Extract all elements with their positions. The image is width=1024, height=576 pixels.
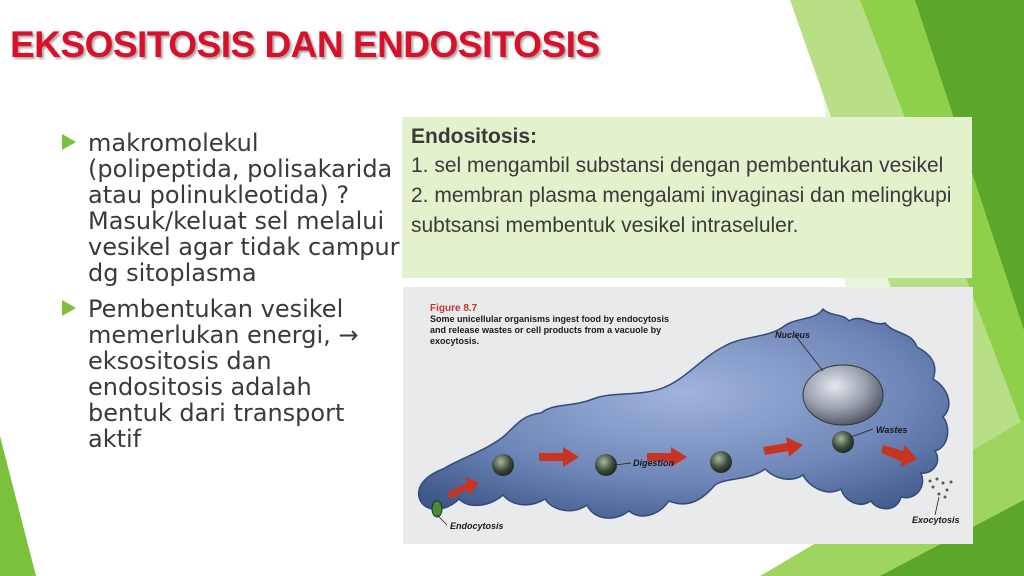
label-nucleus: Nucleus <box>775 330 811 340</box>
bullet-item <box>60 130 400 286</box>
label-digestion: Digestion <box>633 458 675 468</box>
bullet-arrow-icon <box>62 300 76 316</box>
label-endocytosis: Endocytosis <box>450 521 504 531</box>
callout-body: 1. sel mengambil substansi dengan pembentukan vesikel 2. membran plasma mengalami invaginasi dan melingkupi subtsansi membentuk vesikel intraseluler. <box>411 154 952 237</box>
slide-title: EKSOSITOSIS DAN ENDOSITOSIS <box>10 24 600 65</box>
figure-number: Figure 8.7 <box>430 303 478 314</box>
bullet-item <box>60 296 400 452</box>
label-exocytosis: Exocytosis <box>912 515 960 525</box>
bullet-list <box>60 130 400 462</box>
definition-callout <box>402 117 972 278</box>
figure-caption-text: Some unicellular organisms ingest food by endocytosis and release wastes or cell products from a vacuole by exocytosis. <box>430 314 670 346</box>
vacuole-4 <box>832 431 854 453</box>
bullet-arrow-icon <box>62 134 76 150</box>
bullet-text: makromolekul (polipeptida, polisakarida atau polinukleotida) ? Masuk/keluat sel melalui vesikel agar tidak campur dg sitoplasma <box>88 129 400 287</box>
vacuole-3 <box>710 451 732 473</box>
figure-caption <box>430 303 670 347</box>
food-particle <box>432 501 442 517</box>
label-wastes: Wastes <box>876 425 908 435</box>
bullet-text: Pembentukan vesikel memerlukan energi, → eksositosis dan endositosis adalah bentuk dari transport aktif <box>88 295 359 453</box>
callout-heading: Endositosis: <box>411 125 538 148</box>
nucleus-shape <box>803 365 883 425</box>
vacuole-1 <box>492 454 514 476</box>
deco-green-bottom-left <box>0 436 36 576</box>
vacuole-2 <box>595 454 617 476</box>
